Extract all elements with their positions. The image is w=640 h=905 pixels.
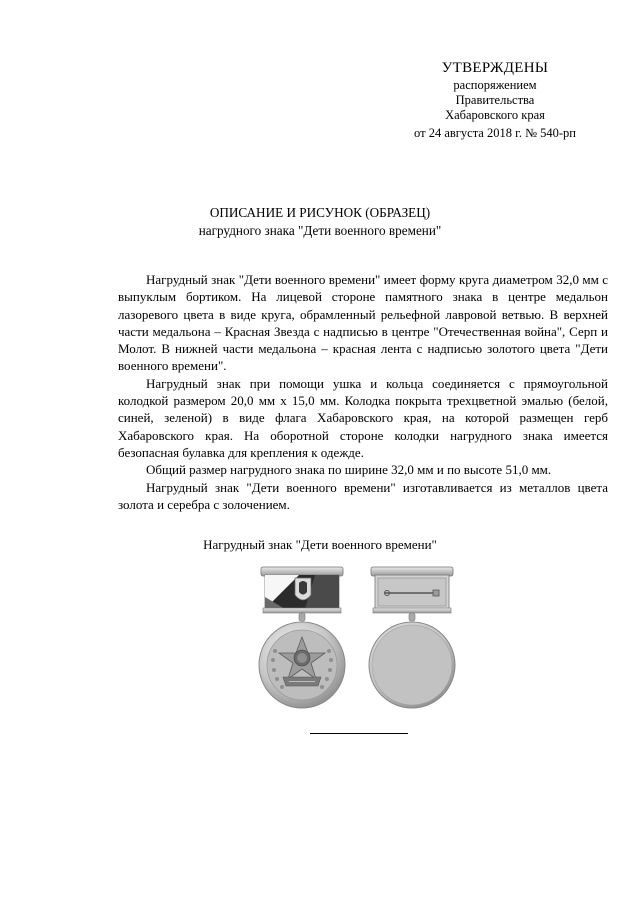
paragraph: Нагрудный знак "Дети военного времени" изготавливается из металлов цвета золота и серебра с золочением.	[118, 479, 608, 512]
document-title-block	[0, 204, 640, 240]
approval-date: от 24 августа 2018 г. № 540-рп	[414, 126, 576, 140]
approval-line-2: Правительства	[455, 93, 535, 107]
footer-divider	[310, 733, 408, 734]
approval-line-1: распоряжением	[453, 78, 537, 92]
document-subheading: нагрудного знака "Дети военного времени"	[198, 223, 442, 238]
paragraph: Общий размер нагрудного знака по ширине 32,0 мм и по высоте 51,0 мм.	[146, 462, 552, 478]
approval-line-3: Хабаровского края	[445, 108, 545, 122]
badge-front-image	[255, 565, 350, 715]
document-heading: ОПИСАНИЕ И РИСУНОК (ОБРАЗЕЦ)	[209, 205, 431, 220]
badge-back-image	[365, 565, 460, 715]
approval-title: УТВЕРЖДЕНЫ	[441, 60, 549, 76]
document-body	[118, 271, 608, 513]
approval-block	[380, 58, 610, 141]
paragraph: Нагрудный знак "Дети военного времени" имеет форму круга диаметром 32,0 мм с выпуклым бортиком. На лицевой стороне памятного знака в центре медальон лазоревого цвета в виде круга, обрамленный рельефной лавровой ветвью. В верхней части медальона – Красная Звезда с надписью в центре "Отечественная война", Серп и Молот. В нижней части медальона – красная лента с надписью золотого цвета "Дети военного времени".	[118, 272, 608, 374]
figure-caption: Нагрудный знак "Дети военного времени"	[203, 537, 437, 552]
paragraph: Нагрудный знак при помощи ушка и кольца соединяется с прямоугольной колодкой размером 20,0 мм х 15,0 мм. Колодка покрыта трехцветной эмалью (белой, синей, зеленой) в виде флага Хабаровского края, на которой размещен герб Хабаровского края. На оборотной стороне колодки нагрудного знака имеется безопасная булавка для крепления к одежде.	[118, 375, 608, 460]
